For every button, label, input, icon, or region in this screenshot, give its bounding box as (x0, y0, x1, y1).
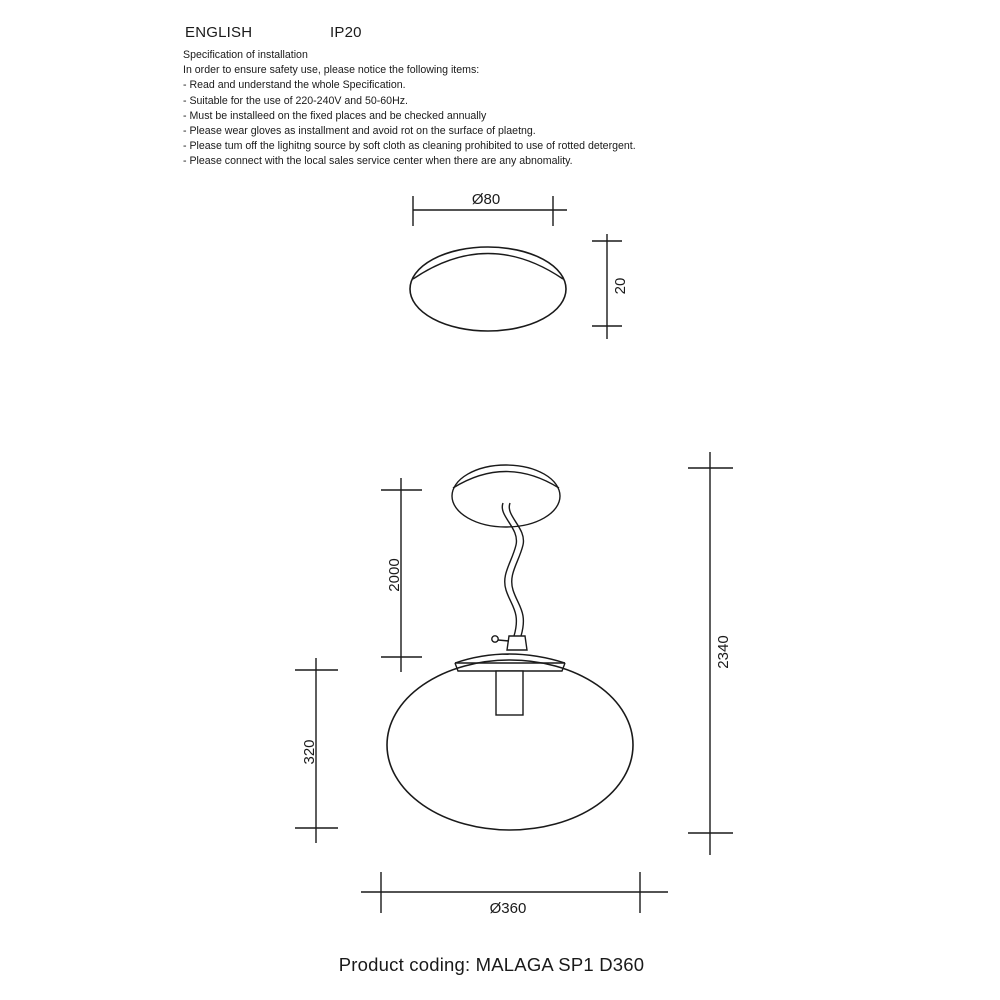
canopy-diameter-label: Ø80 (471, 191, 501, 208)
pendant-glass-shade (387, 660, 633, 830)
shade-diameter-label: Ø360 (489, 900, 527, 917)
spec-item: - Please tum off the lighitng source by soft cloth as cleaning prohibited to use of rotted detergent. (183, 140, 636, 153)
product-coding: Product coding: MALAGA SP1 D360 (338, 954, 645, 975)
ip-rating-label: IP20 (330, 24, 362, 41)
shade-height-label: 320 (301, 739, 318, 765)
spec-item: - Please wear gloves as installment and avoid rot on the surface of plaetng. (183, 125, 536, 138)
total-height-label: 2340 (715, 635, 732, 669)
pendant-holder (455, 654, 565, 671)
spec-item: - Please connect with the local sales service center when there are any abnomality. (183, 155, 573, 168)
canopy-drawing (410, 247, 566, 331)
spec-item: - Read and understand the whole Specification. (183, 79, 406, 92)
cable-length-label: 2000 (386, 558, 403, 592)
language-label: ENGLISH (185, 24, 253, 41)
spec-intro: In order to ensure safety use, please notice the following items: (183, 64, 480, 77)
canopy-height-label: 20 (612, 277, 629, 295)
spec-title: Specification of installation (183, 49, 308, 61)
spec-item: - Suitable for the use of 220-240V and 50-60Hz. (183, 94, 408, 107)
spec-item: - Must be installeed on the fixed places and be checked annually (183, 109, 487, 122)
